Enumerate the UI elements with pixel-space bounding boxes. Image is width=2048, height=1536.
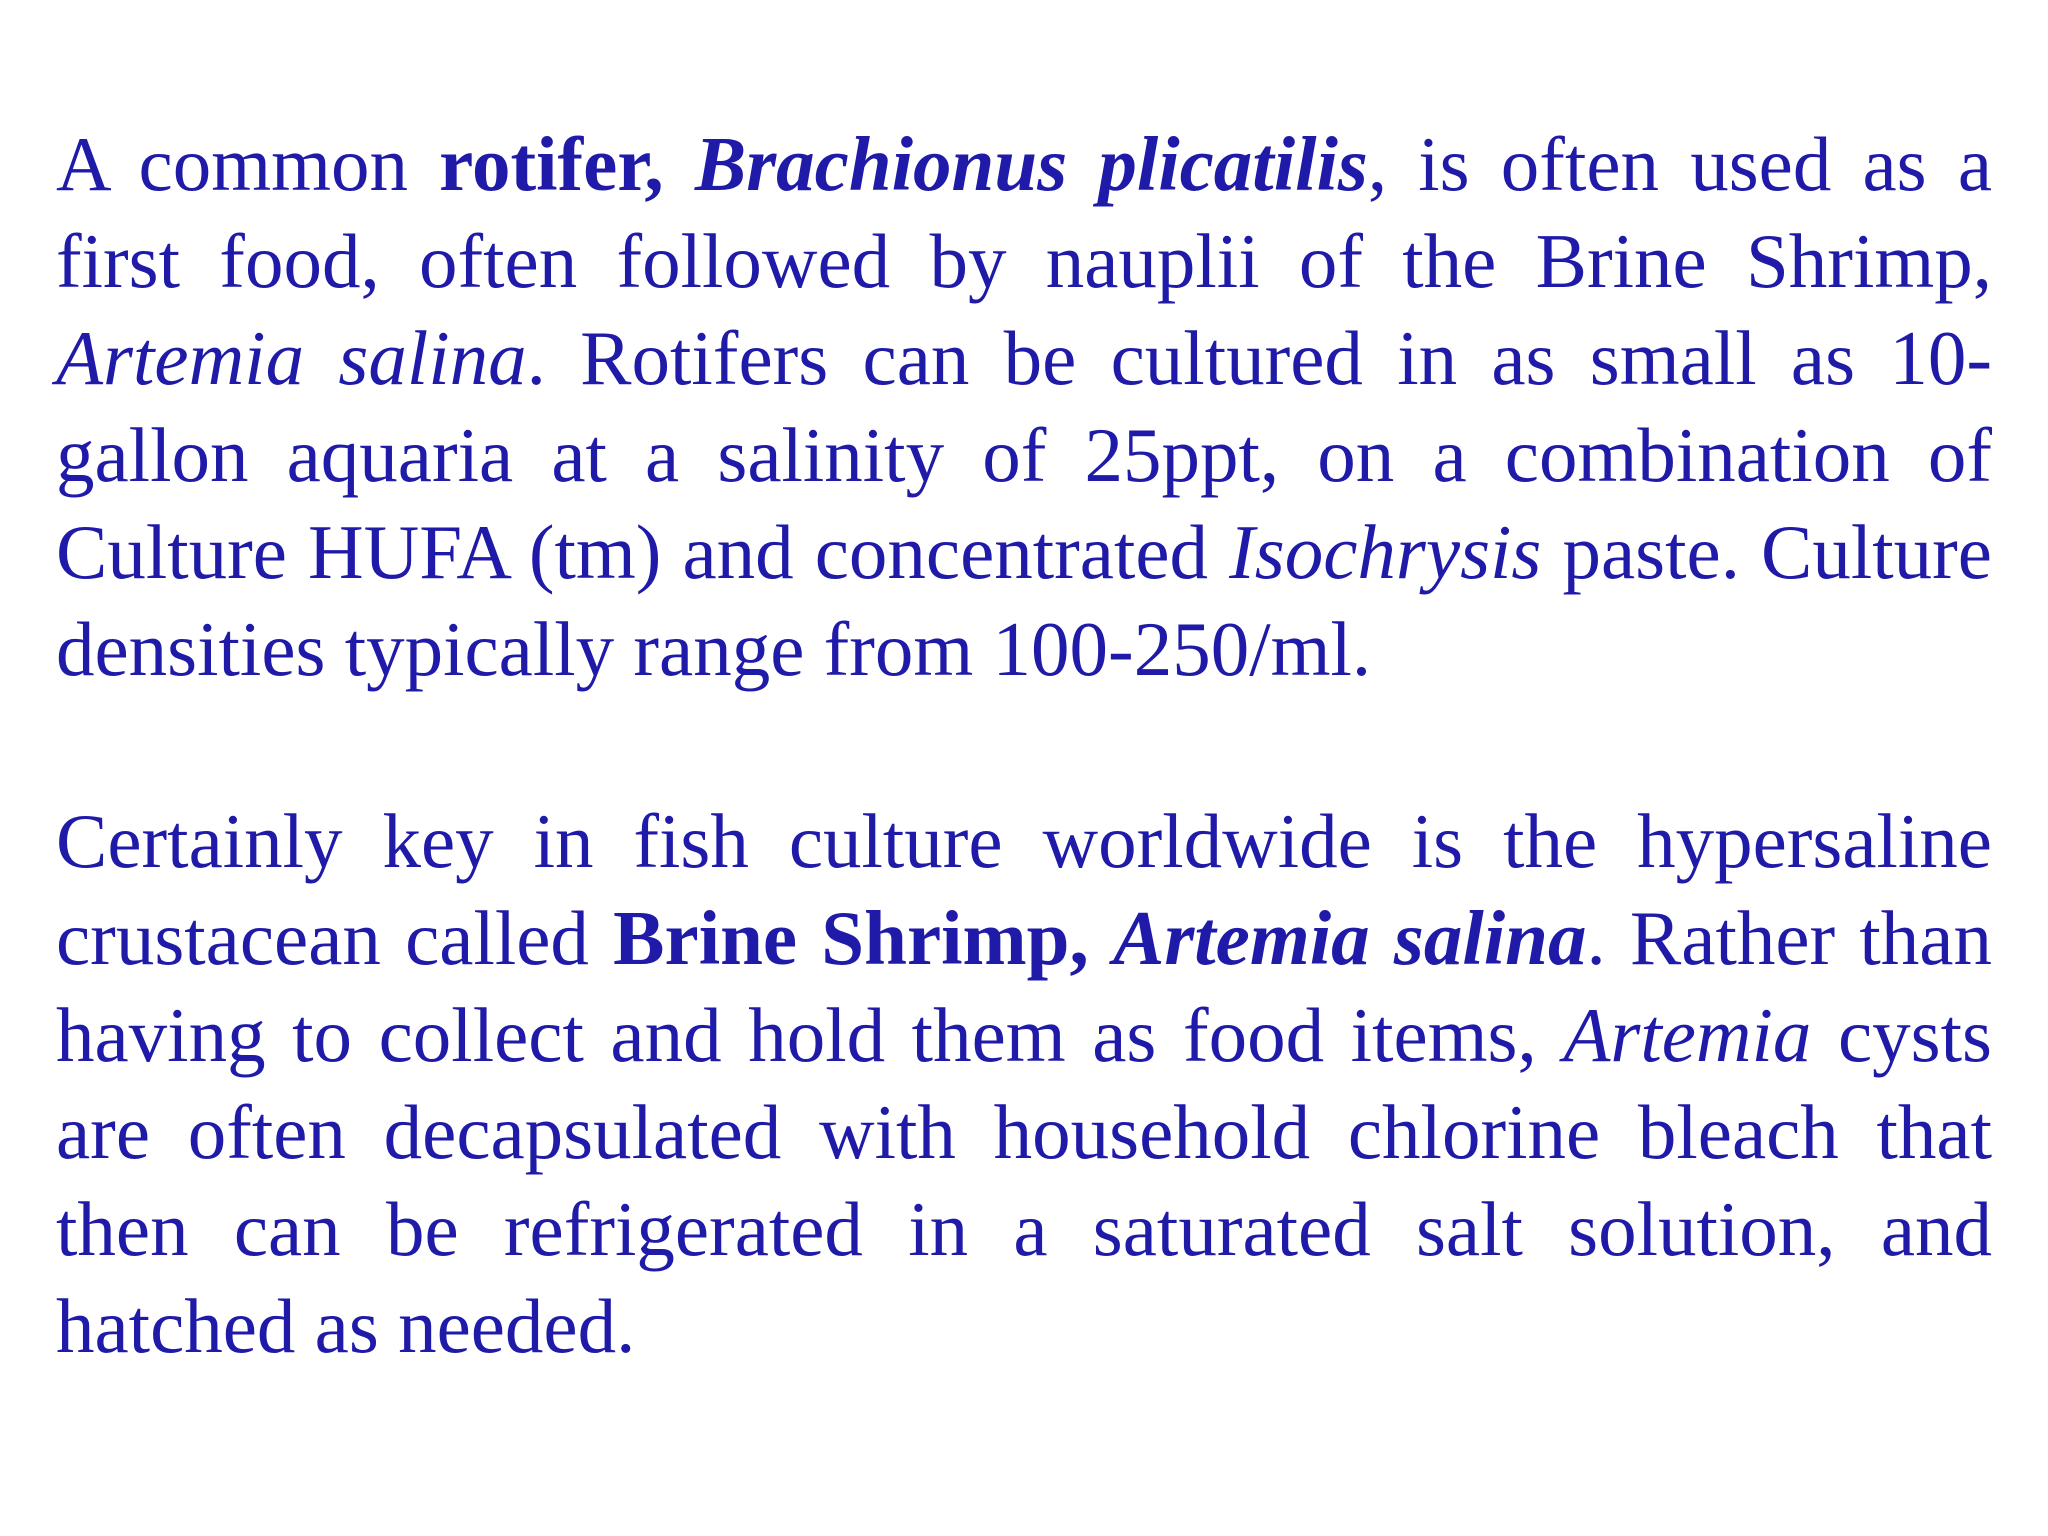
- paragraph-brine-shrimp: [56, 793, 1992, 1375]
- text-run: paste. Culture densities typically range from 100-250/ml.: [56, 509, 1992, 692]
- text-run: . Rather than having to collect and hold them as food items,: [56, 895, 1992, 1078]
- text-run: , is often used as a first food, often followed by nauplii of the Brine Shrimp,: [56, 121, 1992, 304]
- text-run-italic: Artemia salina: [56, 315, 527, 401]
- text-run: cysts are often decapsulated with household chlorine bleach that then can be refrigerated in a saturated salt solution, and hatched as needed.: [56, 992, 1993, 1369]
- paragraph-rotifer: [56, 116, 1992, 698]
- text-run-italic: Artemia: [1563, 992, 1812, 1078]
- text-run-bold: Brine Shrimp,: [613, 895, 1113, 981]
- text-run-bold: rotifer,: [439, 121, 695, 207]
- text-run-italic: Isochrysis: [1229, 509, 1542, 595]
- text-run: Certainly key in fish culture worldwide is the hypersaline crustacean called: [56, 798, 1992, 981]
- text-run: A common: [56, 121, 440, 207]
- text-run-bold-italic: Brachionus plicatilis: [694, 121, 1368, 207]
- text-run: . Rotifers can be cultured in as small as 10-gallon aquaria at a salinity of 25ppt, on a combination of Culture HUFA (tm) and concentrated: [56, 315, 1992, 595]
- text-run-bold-italic: Artemia salina: [1112, 895, 1587, 981]
